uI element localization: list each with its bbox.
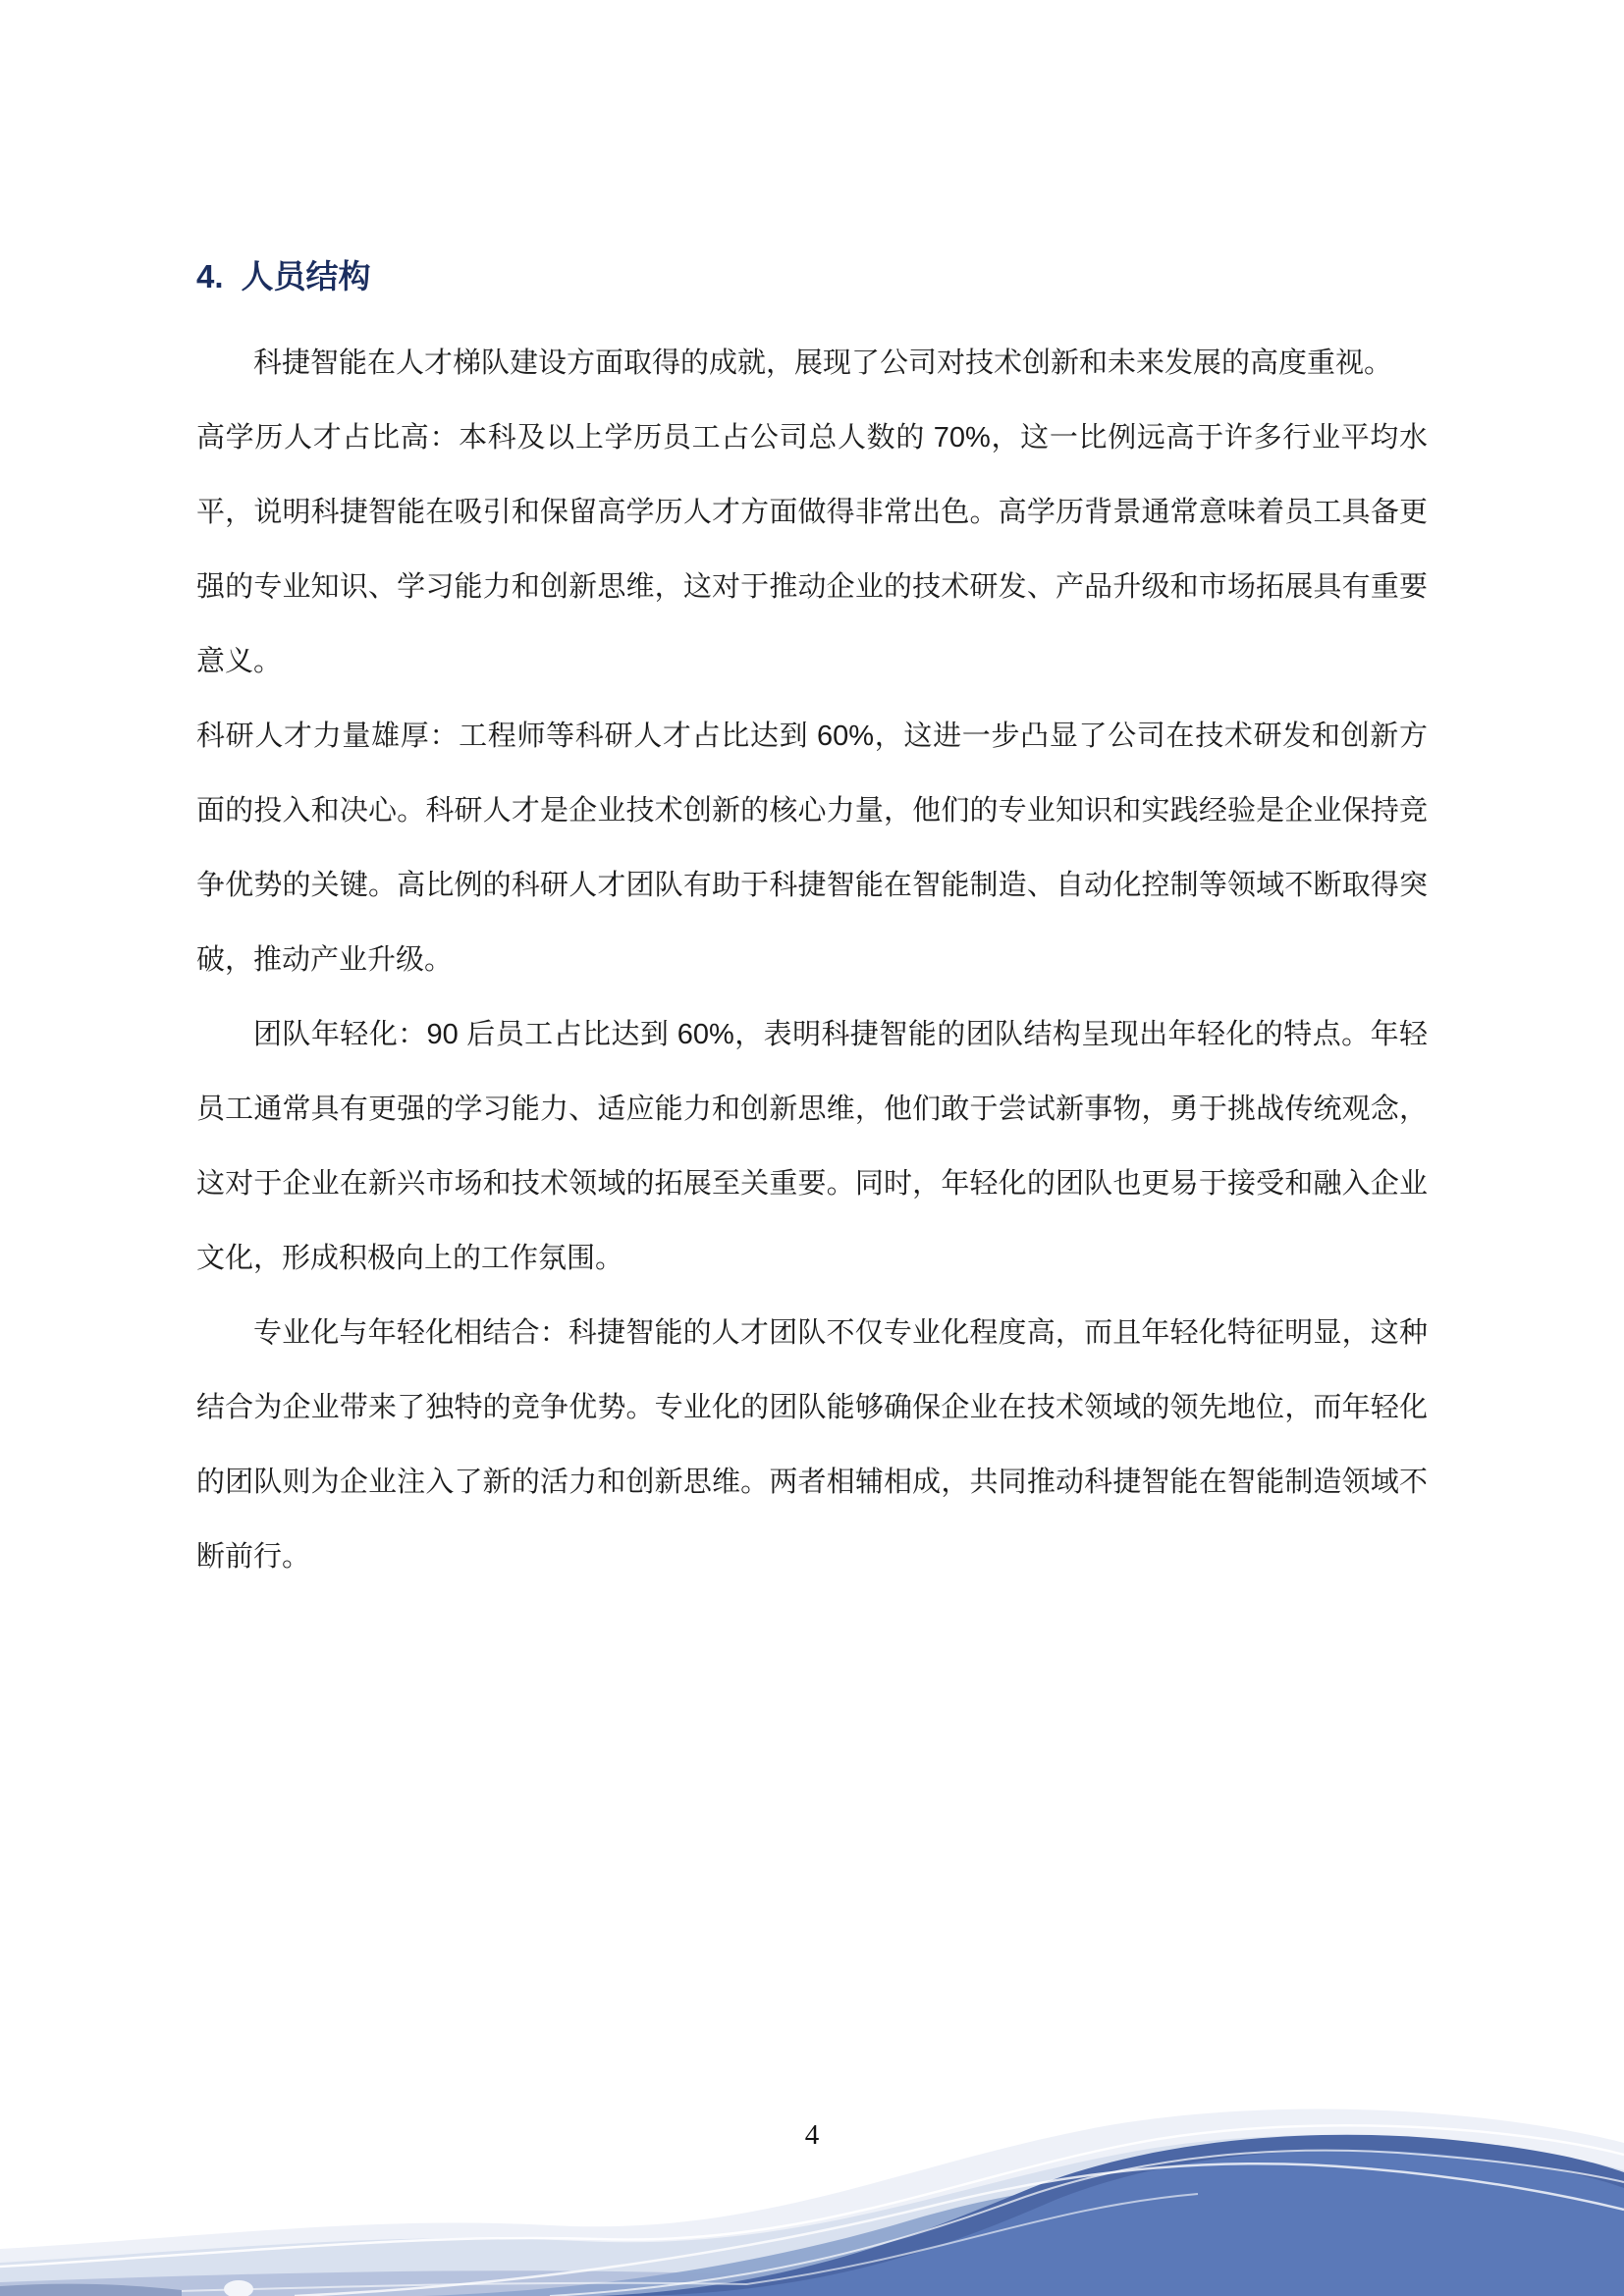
- body-paragraph: 高学历人才占比高：本科及以上学历员工占公司总人数的 70%，这一比例远高于许多行业平均水平，说明科捷智能在吸引和保留高学历人才方面做得非常出色。高学历背景通常意味着员工具备更强的专业知识、学习能力和创新思维，这对于推动企业的技术研发、产品升级和市场拓展具有重要意义。: [196, 422, 1428, 677]
- body-paragraph: 团队年轻化：90 后员工占比达到 60%，表明科捷智能的团队结构呈现出年轻化的特点。年轻员工通常具有更强的学习能力、适应能力和创新思维，他们敢于尝试新事物，勇于挑战传统观念，这对于企业在新兴市场和技术领域的拓展至关重要。同时，年轻化的团队也更易于接受和融入企业文化，形成积极向上的工作氛围。: [196, 1019, 1428, 1274]
- body-paragraph: 科捷智能在人才梯队建设方面取得的成就，展现了公司对技术创新和未来发展的高度重视。: [253, 347, 1393, 379]
- section-title: 人员结构: [241, 258, 371, 294]
- document-content: [196, 257, 1428, 1594]
- body-paragraph: 专业化与年轻化相结合：科捷智能的人才团队不仅专业化程度高，而且年轻化特征明显，这种结合为企业带来了独特的竞争优势。专业化的团队能够确保企业在技术领域的领先地位，而年轻化的团队则为企业注入了新的活力和创新思维。两者相辅相成，共同推动科捷智能在智能制造领域不断前行。: [196, 1317, 1428, 1573]
- section-number: 4.: [196, 258, 224, 294]
- page-number: 4: [804, 2119, 820, 2151]
- body-paragraph: 科研人才力量雄厚：工程师等科研人才占比达到 60%，这进一步凸显了公司在技术研发和创新方面的投入和决心。科研人才是企业技术创新的核心力量，他们的专业知识和实践经验是企业保持竞争优势的关键。高比例的科研人才团队有助于科捷智能在智能制造、自动化控制等领域不断取得突破，推动产业升级。: [196, 721, 1428, 976]
- section-heading: [196, 257, 1428, 296]
- section-body: [196, 326, 1428, 1594]
